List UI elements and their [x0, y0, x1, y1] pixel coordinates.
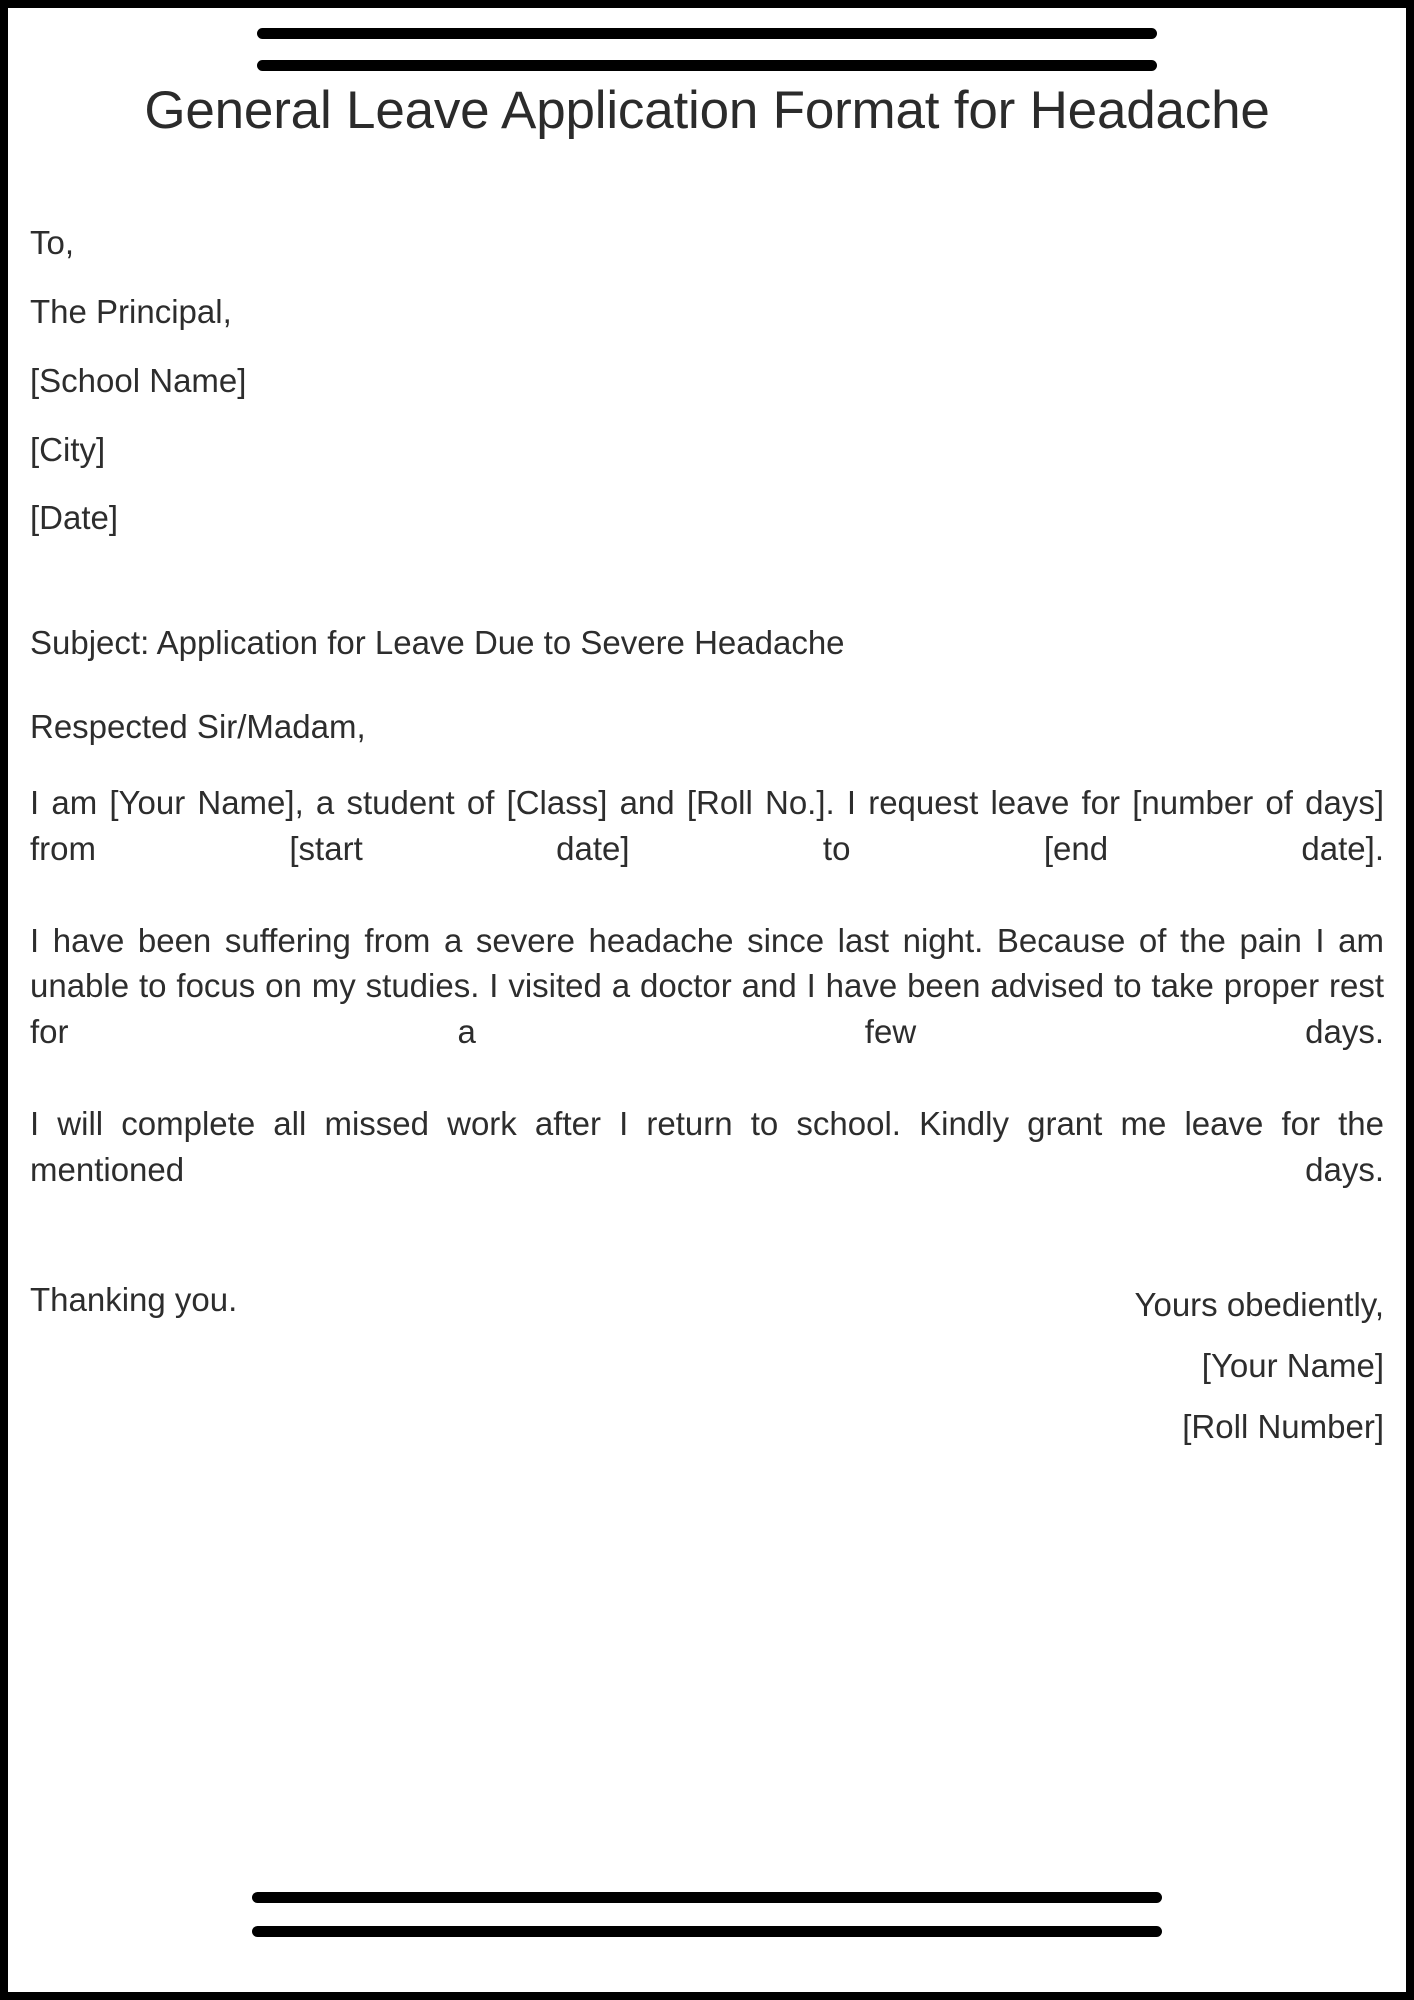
body-paragraph-3: I will complete all missed work after I return to school. Kindly grant me leave for the mentioned days. — [30, 1105, 1384, 1188]
subject-line: Subject: Application for Leave Due to Severe Headache — [30, 624, 845, 662]
document-sheet — [8, 8, 1406, 1992]
spacer-after-salutation — [30, 750, 1384, 780]
spacer-before-thanks — [30, 1239, 1384, 1277]
address-city: [City] — [30, 430, 106, 468]
address-school: [School Name] — [30, 361, 247, 399]
top-rule-1-icon — [257, 28, 1157, 39]
top-rule-2-icon — [257, 60, 1157, 71]
closing-block — [1134, 1274, 1384, 1457]
address-recipient: The Principal, — [30, 292, 232, 330]
closing-name: [Your Name] — [1201, 1347, 1384, 1385]
body-paragraph-2: I have been suffering from a severe headache since last night. Because of the pain I am unable to focus on my studies. I visited a doctor and I have been advised to take proper rest for a few days. — [30, 921, 1384, 1051]
letter-body — [30, 220, 1384, 1322]
bottom-rule-1-icon — [252, 1892, 1162, 1903]
page-title: General Leave Application Format for Headache — [144, 81, 1270, 140]
address-to: To, — [30, 224, 75, 261]
spacer-after-address — [30, 564, 1384, 620]
body-paragraph-1: I am [Your Name], a student of [Class] and [Roll No.]. I request leave for [number of days] from [start date] to [end date]. — [30, 784, 1384, 867]
address-date: [Date] — [30, 499, 119, 537]
bottom-rule-group — [8, 1892, 1406, 1937]
bottom-rule-2-icon — [252, 1926, 1162, 1937]
salutation: Respected Sir/Madam, — [30, 708, 366, 746]
top-rule-group — [8, 28, 1406, 71]
closing-roll: [Roll Number] — [1182, 1408, 1384, 1446]
thanking-you-line: Thanking you. — [30, 1280, 238, 1318]
closing-valediction: Yours obediently, — [1134, 1286, 1384, 1323]
spacer-after-subject — [30, 666, 1384, 704]
